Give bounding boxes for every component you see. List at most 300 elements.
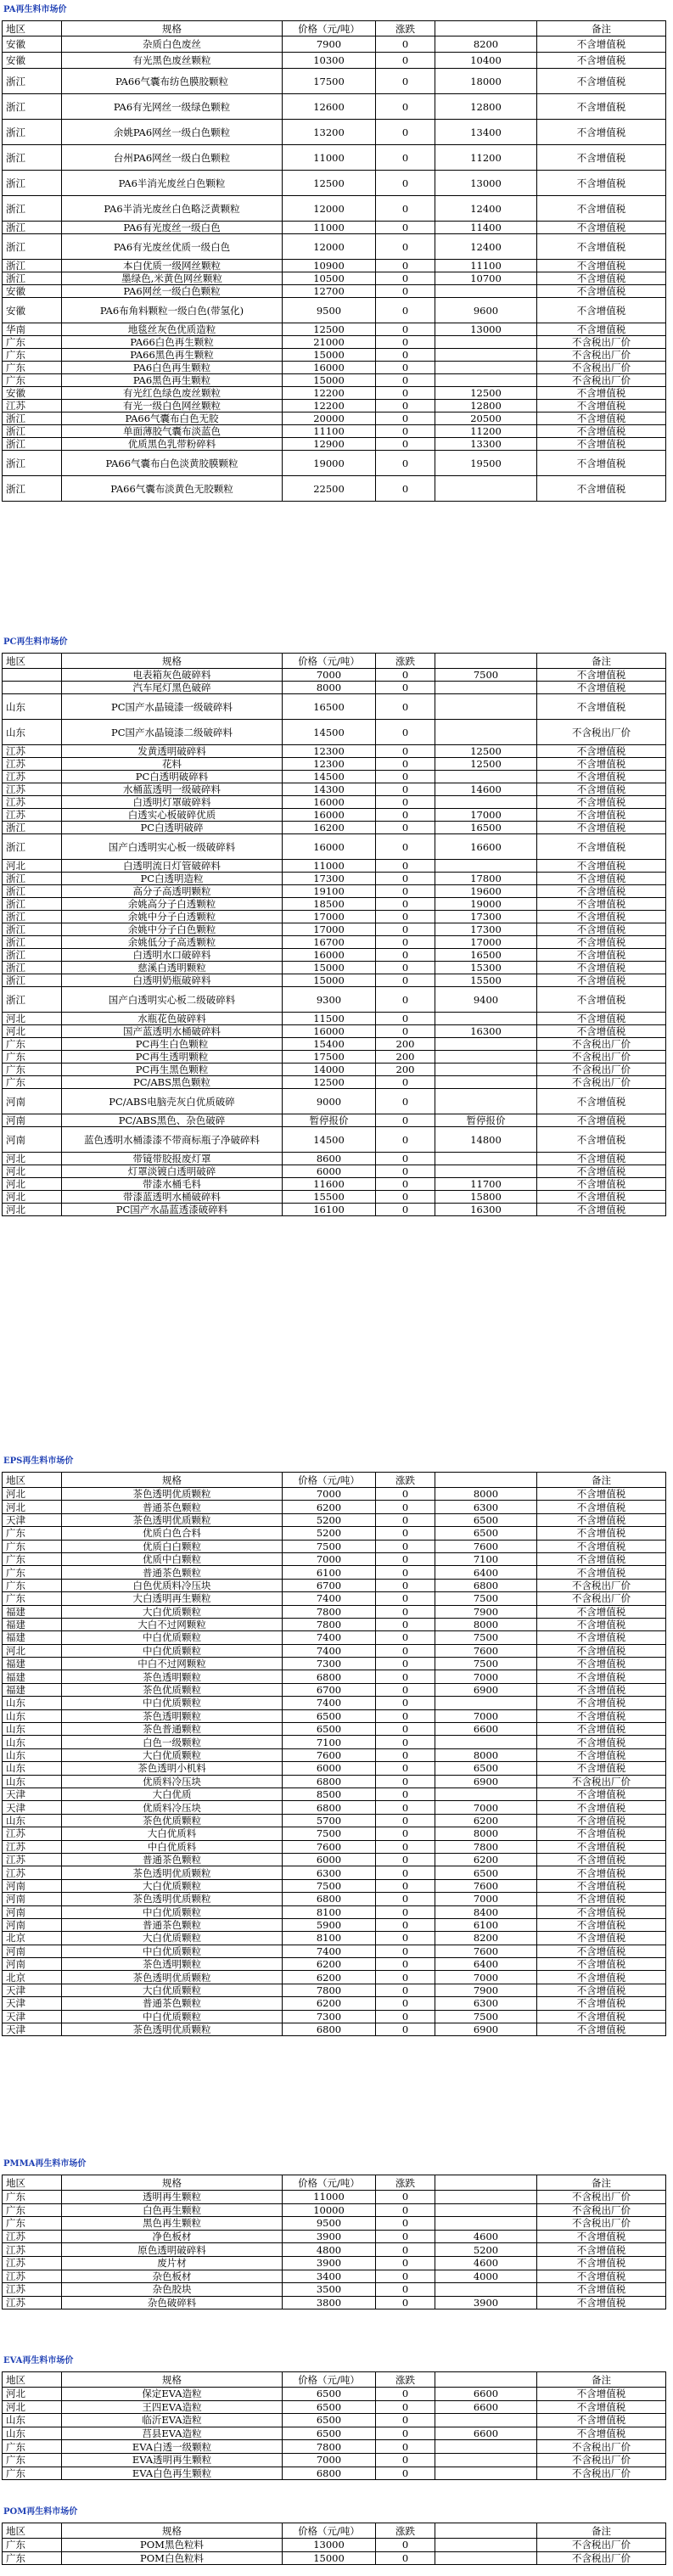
column-header xyxy=(435,21,537,36)
table-cell xyxy=(435,720,537,745)
table-cell: 中白不过网颗粒 xyxy=(62,1658,283,1670)
table-cell xyxy=(435,2440,537,2454)
table-cell: 不含税出厂价 xyxy=(537,349,666,362)
table-cell: 不含增值税 xyxy=(537,451,666,476)
table-row xyxy=(3,451,666,476)
table-cell: 不含增值税 xyxy=(537,987,666,1013)
table-cell: 优质白色合料 xyxy=(62,1527,283,1540)
table-cell: 浙江 xyxy=(3,94,62,120)
table-cell: 河南 xyxy=(3,1905,62,1918)
table-cell: 江苏 xyxy=(3,2243,62,2257)
table-cell: 15000 xyxy=(283,2551,376,2565)
table-cell: PC白透明破碎料 xyxy=(62,771,283,783)
table-cell: PA6半消光废丝白色略泛黄颗粒 xyxy=(62,196,283,222)
table-cell: EVA白透一级颗粒 xyxy=(62,2440,283,2454)
table-cell: 茶色透明颗粒 xyxy=(62,1670,283,1683)
table-cell: 13000 xyxy=(283,2539,376,2552)
table-cell: 广东 xyxy=(3,2440,62,2454)
table-cell: 江苏 xyxy=(3,400,62,412)
table-cell: 0 xyxy=(376,425,435,438)
table-cell xyxy=(435,362,537,374)
table-cell: 7400 xyxy=(283,1644,376,1657)
table-cell: 16500 xyxy=(283,694,376,720)
table-row xyxy=(3,1840,666,1853)
table-row xyxy=(3,2400,666,2414)
table-cell: 6900 xyxy=(435,1775,537,1787)
table-cell: 12300 xyxy=(283,758,376,771)
table-cell: 12400 xyxy=(435,196,537,222)
table-cell: 福建 xyxy=(3,1631,62,1644)
table-cell: PA66黑色再生颗粒 xyxy=(62,349,283,362)
table-cell: 安徽 xyxy=(3,298,62,323)
table-row xyxy=(3,1552,666,1565)
table-cell: PA66气囊布白色淡黄胶膜颗粒 xyxy=(62,451,283,476)
table-cell: PA6有光网丝一级绿色颗粒 xyxy=(62,94,283,120)
table-cell: 不含增值税 xyxy=(537,1879,666,1892)
table-cell: 不含税出厂价 xyxy=(537,2191,666,2204)
table-cell: 不含增值税 xyxy=(537,1178,666,1191)
table-cell: 0 xyxy=(376,1605,435,1618)
table-cell: 水桶蓝透明一级破碎料 xyxy=(62,783,283,796)
table-cell: 13000 xyxy=(435,171,537,196)
table-cell: 河北 xyxy=(3,1488,62,1501)
table-cell: 0 xyxy=(376,323,435,336)
table-cell: 茶色优质颗粒 xyxy=(62,1683,283,1696)
table-cell: 10500 xyxy=(283,272,376,285)
table-cell: 12000 xyxy=(283,234,376,260)
table-cell: 不含增值税 xyxy=(537,1127,666,1153)
table-cell: 7100 xyxy=(435,1552,537,1565)
table-cell: 不含增值税 xyxy=(537,234,666,260)
table-row xyxy=(3,1984,666,1996)
table-cell: PC再生黑色颗粒 xyxy=(62,1064,283,1076)
table-cell: 不含税出厂价 xyxy=(537,374,666,387)
table-cell: PC/ABS黑色颗粒 xyxy=(62,1076,283,1089)
table-cell: 福建 xyxy=(3,1605,62,1618)
table-cell: 7400 xyxy=(283,1697,376,1709)
table-cell: 不含增值税 xyxy=(537,745,666,758)
table-cell: 不含增值税 xyxy=(537,923,666,936)
table-row xyxy=(3,1579,666,1591)
table-row xyxy=(3,400,666,412)
table-row xyxy=(3,2296,666,2309)
table-cell: 不含增值税 xyxy=(537,145,666,171)
table-cell: 13200 xyxy=(283,120,376,145)
table-cell: 0 xyxy=(376,2203,435,2217)
column-header: 涨跌 xyxy=(376,1473,435,1488)
table-cell: 14500 xyxy=(283,1127,376,1153)
table-cell: 6000 xyxy=(283,1762,376,1775)
table-cell: 山东 xyxy=(3,1814,62,1827)
table-cell: 7800 xyxy=(435,1840,537,1853)
table-cell: 不含增值税 xyxy=(537,2256,666,2270)
table-cell: 7900 xyxy=(435,1984,537,1996)
table-cell: 7600 xyxy=(283,1748,376,1761)
table-cell: 河南 xyxy=(3,1945,62,1957)
table-cell: 0 xyxy=(376,1748,435,1761)
table-cell: 不含增值税 xyxy=(537,1866,666,1879)
table-row xyxy=(3,1038,666,1051)
section-eva xyxy=(2,2351,673,2480)
table-cell: 中白优质颗粒 xyxy=(62,1697,283,1709)
table-cell: 浙江 xyxy=(3,451,62,476)
table-cell: 6800 xyxy=(435,1579,537,1591)
table-cell: 不含增值税 xyxy=(537,1840,666,1853)
table-cell: 白透明水口破碎料 xyxy=(62,949,283,962)
table-row xyxy=(3,758,666,771)
table-cell: 浙江 xyxy=(3,120,62,145)
table-row xyxy=(3,234,666,260)
table-cell: 9600 xyxy=(435,298,537,323)
table-cell: 不含增值税 xyxy=(537,1697,666,1709)
table-cell: 发黄透明破碎料 xyxy=(62,745,283,758)
table-row xyxy=(3,374,666,387)
table-row xyxy=(3,809,666,822)
table-row xyxy=(3,2023,666,2036)
table-cell: 余姚高分子白透颗粒 xyxy=(62,898,283,911)
table-cell: 0 xyxy=(376,476,435,502)
table-cell: 不含增值税 xyxy=(537,1893,666,1905)
table-cell: 优质料冷压块 xyxy=(62,1775,283,1787)
table-cell: 不含税出厂价 xyxy=(537,1775,666,1787)
column-header: 地区 xyxy=(3,654,62,669)
table-cell: 7000 xyxy=(283,2453,376,2467)
table-cell: 6700 xyxy=(283,1683,376,1696)
table-row xyxy=(3,2203,666,2217)
table-cell: 白色优质料冷压块 xyxy=(62,1579,283,1591)
table-row xyxy=(3,1025,666,1038)
table-cell: 不含增值税 xyxy=(537,2296,666,2309)
table-cell: 0 xyxy=(376,1579,435,1591)
table-cell: 福建 xyxy=(3,1658,62,1670)
table-row xyxy=(3,1501,666,1513)
table-cell: 浙江 xyxy=(3,425,62,438)
table-cell: 22500 xyxy=(283,476,376,502)
table-row xyxy=(3,1736,666,1748)
table-cell: PA6白色再生颗粒 xyxy=(62,362,283,374)
table-cell: 不含增值税 xyxy=(537,438,666,451)
table-cell: 5700 xyxy=(283,1814,376,1827)
table-cell: 不含增值税 xyxy=(537,222,666,234)
table-cell: 6100 xyxy=(283,1566,376,1579)
table-cell: 河北 xyxy=(3,1191,62,1204)
table-cell: 12900 xyxy=(283,438,376,451)
table-cell: 浙江 xyxy=(3,936,62,949)
table-cell: 8000 xyxy=(435,1488,537,1501)
table-cell: 余姚中分子白透颗粒 xyxy=(62,911,283,923)
table-cell: 0 xyxy=(376,2539,435,2552)
table-cell: 7800 xyxy=(283,1984,376,1996)
table-cell: 浙江 xyxy=(3,873,62,885)
table-cell: 广东 xyxy=(3,1592,62,1605)
table-row xyxy=(3,1178,666,1191)
table-row xyxy=(3,860,666,873)
table-cell: 不含增值税 xyxy=(537,2230,666,2243)
table-cell: 6600 xyxy=(435,2400,537,2414)
table-cell: 12200 xyxy=(283,400,376,412)
table-cell: 8000 xyxy=(435,1748,537,1761)
table-cell: 带漆蓝透明水桶破碎料 xyxy=(62,1191,283,1204)
table-header-row xyxy=(3,654,666,669)
table-cell: 河南 xyxy=(3,1958,62,1971)
table-cell: 有光一级白色网丝颗粒 xyxy=(62,400,283,412)
table-cell: 不含增值税 xyxy=(537,2400,666,2414)
table-row xyxy=(3,362,666,374)
table-row xyxy=(3,2388,666,2401)
table-cell: 白色再生颗粒 xyxy=(62,2203,283,2217)
table-cell: 7500 xyxy=(435,1631,537,1644)
table-row xyxy=(3,1592,666,1605)
price-table xyxy=(2,1472,666,2036)
table-cell: 不含增值税 xyxy=(537,682,666,694)
table-cell xyxy=(435,694,537,720)
table-row xyxy=(3,1827,666,1840)
table-cell: 白透实心板破碎优质 xyxy=(62,809,283,822)
table-cell: 浙江 xyxy=(3,222,62,234)
table-cell: 浙江 xyxy=(3,171,62,196)
table-row xyxy=(3,2010,666,2023)
table-cell: 不含增值税 xyxy=(537,1958,666,1971)
table-cell: 山东 xyxy=(3,1709,62,1722)
table-cell: 不含增值税 xyxy=(537,822,666,834)
table-row xyxy=(3,2230,666,2243)
table-cell: 不含增值税 xyxy=(537,1552,666,1565)
table-row xyxy=(3,1658,666,1670)
table-cell: 0 xyxy=(376,1945,435,1957)
table-cell: 0 xyxy=(376,1618,435,1630)
table-cell: 不含增值税 xyxy=(537,1932,666,1945)
table-cell: 浙江 xyxy=(3,822,62,834)
table-cell: 山东 xyxy=(3,720,62,745)
table-cell: 不含增值税 xyxy=(537,1501,666,1513)
table-cell: 12700 xyxy=(283,285,376,298)
table-row xyxy=(3,196,666,222)
table-cell: 0 xyxy=(376,53,435,69)
table-cell: 有光黑色废丝颗粒 xyxy=(62,53,283,69)
table-cell xyxy=(435,374,537,387)
table-cell: 安徽 xyxy=(3,285,62,298)
table-cell: 0 xyxy=(376,400,435,412)
price-table xyxy=(2,20,666,502)
column-header: 地区 xyxy=(3,2175,62,2191)
table-row xyxy=(3,1127,666,1153)
table-row xyxy=(3,694,666,720)
table-cell: 大白不过网颗粒 xyxy=(62,1618,283,1630)
table-cell: PA6网丝一级白色颗粒 xyxy=(62,285,283,298)
table-cell: 11700 xyxy=(435,1178,537,1191)
table-cell: 山东 xyxy=(3,1723,62,1736)
table-cell: 不含增值税 xyxy=(537,962,666,974)
table-cell: 江苏 xyxy=(3,1853,62,1866)
table-cell: 7400 xyxy=(283,1592,376,1605)
table-cell: 本白优质一级网丝颗粒 xyxy=(62,260,283,272)
table-cell: 河北 xyxy=(3,1153,62,1165)
table-cell: 4000 xyxy=(435,2270,537,2283)
table-cell: 不含增值税 xyxy=(537,120,666,145)
section-eps xyxy=(2,1451,673,2036)
table-cell: 不含增值税 xyxy=(537,298,666,323)
table-cell: 11000 xyxy=(283,2191,376,2204)
table-cell: 不含增值税 xyxy=(537,949,666,962)
table-cell: 7800 xyxy=(283,1605,376,1618)
table-cell: 6200 xyxy=(283,1971,376,1984)
column-header: 备注 xyxy=(537,1473,666,1488)
table-cell: 优质中白颗粒 xyxy=(62,1552,283,1565)
table-cell: 0 xyxy=(376,285,435,298)
table-cell: 12000 xyxy=(283,196,376,222)
table-cell: 广东 xyxy=(3,1051,62,1064)
table-cell: 7800 xyxy=(283,2440,376,2454)
table-cell: 不含税出厂价 xyxy=(537,2551,666,2565)
table-cell: 16000 xyxy=(283,1025,376,1038)
table-cell: 普通茶色颗粒 xyxy=(62,1918,283,1931)
table-cell: 不含增值税 xyxy=(537,2243,666,2257)
table-row xyxy=(3,2467,666,2480)
table-row xyxy=(3,834,666,860)
table-row xyxy=(3,911,666,923)
table-cell: 单面薄胶气囊布淡蓝色 xyxy=(62,425,283,438)
table-cell: 7100 xyxy=(283,1736,376,1748)
table-cell: 6800 xyxy=(283,2467,376,2480)
table-cell: 19600 xyxy=(435,885,537,898)
table-cell: 杂质白色废丝 xyxy=(62,36,283,53)
table-cell: 0 xyxy=(376,1787,435,1800)
table-cell: 0 xyxy=(376,1775,435,1787)
table-row xyxy=(3,1709,666,1722)
table-cell: 河北 xyxy=(3,1178,62,1191)
table-cell: 0 xyxy=(376,1958,435,1971)
table-cell: 0 xyxy=(376,1866,435,1879)
table-cell: 13400 xyxy=(435,120,537,145)
table-cell: 广东 xyxy=(3,2539,62,2552)
table-cell: 广东 xyxy=(3,349,62,362)
table-cell: 11100 xyxy=(435,260,537,272)
table-cell: 广东 xyxy=(3,2203,62,2217)
table-row xyxy=(3,1051,666,1064)
table-cell: 白透明奶瓶破碎料 xyxy=(62,974,283,987)
table-row xyxy=(3,2539,666,2552)
table-cell: 不含增值税 xyxy=(537,1709,666,1722)
table-cell: 16000 xyxy=(283,362,376,374)
table-row xyxy=(3,1076,666,1089)
table-cell: 11400 xyxy=(435,222,537,234)
table-cell: 0 xyxy=(376,682,435,694)
table-cell: 6800 xyxy=(283,1801,376,1814)
table-cell: 不含增值税 xyxy=(537,2023,666,2036)
table-cell: 高分子高透明颗粒 xyxy=(62,885,283,898)
table-cell: 0 xyxy=(376,1670,435,1683)
table-row xyxy=(3,1697,666,1709)
table-cell: 浙江 xyxy=(3,234,62,260)
table-cell: 不含增值税 xyxy=(537,53,666,69)
table-cell: 不含税出厂价 xyxy=(537,2203,666,2217)
table-cell: 7500 xyxy=(435,669,537,682)
table-cell: 不含增值税 xyxy=(537,260,666,272)
table-cell: 浙江 xyxy=(3,196,62,222)
table-cell: 不含增值税 xyxy=(537,1191,666,1204)
table-cell: 中白优质颗粒 xyxy=(62,2010,283,2023)
table-cell: 山东 xyxy=(3,1748,62,1761)
table-cell: 江苏 xyxy=(3,796,62,809)
table-cell: 不含税出厂价 xyxy=(537,1579,666,1591)
table-row xyxy=(3,796,666,809)
table-cell: 17000 xyxy=(435,809,537,822)
table-cell: 0 xyxy=(376,1644,435,1657)
table-row xyxy=(3,1513,666,1526)
table-row xyxy=(3,1153,666,1165)
column-header: 规格 xyxy=(62,2523,283,2539)
table-cell: 17000 xyxy=(283,911,376,923)
table-cell: 0 xyxy=(376,1840,435,1853)
table-cell: 12800 xyxy=(435,400,537,412)
table-row xyxy=(3,1997,666,2010)
table-cell: 3800 xyxy=(283,2296,376,2309)
table-row xyxy=(3,949,666,962)
table-row xyxy=(3,120,666,145)
table-cell: 0 xyxy=(376,1592,435,1605)
table-cell: 不含增值税 xyxy=(537,1513,666,1526)
table-cell: 广东 xyxy=(3,336,62,349)
table-cell xyxy=(435,2453,537,2467)
table-cell: 17300 xyxy=(435,911,537,923)
table-cell: 中白优质颗粒 xyxy=(62,1905,283,1918)
table-cell: 6300 xyxy=(435,1501,537,1513)
table-cell: PC再生透明颗粒 xyxy=(62,1051,283,1064)
table-cell: 天津 xyxy=(3,1997,62,2010)
table-cell: 大白透明再生颗粒 xyxy=(62,1592,283,1605)
table-cell: 0 xyxy=(376,822,435,834)
table-cell: 大白优质颗粒 xyxy=(62,1932,283,1945)
table-cell: 0 xyxy=(376,694,435,720)
table-cell: 0 xyxy=(376,2467,435,2480)
table-cell: 5200 xyxy=(283,1527,376,1540)
table-cell: 0 xyxy=(376,2414,435,2427)
table-cell: 废片材 xyxy=(62,2256,283,2270)
table-cell: 0 xyxy=(376,2551,435,2565)
table-cell: 12500 xyxy=(283,323,376,336)
column-header: 备注 xyxy=(537,654,666,669)
table-cell: 不含增值税 xyxy=(537,2010,666,2023)
table-cell: 江苏 xyxy=(3,745,62,758)
table-cell: 江苏 xyxy=(3,1840,62,1853)
table-cell: 不含增值税 xyxy=(537,1540,666,1552)
table-cell: 7500 xyxy=(435,2010,537,2023)
table-cell: 6800 xyxy=(283,1670,376,1683)
table-cell: 普通茶色颗粒 xyxy=(62,1566,283,1579)
table-cell: 天津 xyxy=(3,1787,62,1800)
table-cell: 7300 xyxy=(283,1658,376,1670)
table-cell: 11600 xyxy=(283,1178,376,1191)
table-cell: 6500 xyxy=(435,1866,537,1879)
table-cell: 浙江 xyxy=(3,272,62,285)
table-cell: 6500 xyxy=(283,2414,376,2427)
table-cell: 墨绿色,米黄色网丝颗粒 xyxy=(62,272,283,285)
column-header xyxy=(435,1473,537,1488)
table-cell: PC再生白色颗粒 xyxy=(62,1038,283,1051)
table-cell: 0 xyxy=(376,1723,435,1736)
table-cell: PA6有光废丝优质一级白色 xyxy=(62,234,283,260)
table-cell: 7300 xyxy=(283,2010,376,2023)
table-cell: 0 xyxy=(376,2191,435,2204)
table-cell: 0 xyxy=(376,1204,435,1216)
table-row xyxy=(3,2551,666,2565)
column-header: 涨跌 xyxy=(376,2523,435,2539)
table-row xyxy=(3,1191,666,1204)
table-cell: 广东 xyxy=(3,1566,62,1579)
table-cell: 不含增值税 xyxy=(537,272,666,285)
table-cell: 0 xyxy=(376,923,435,936)
table-cell: 福建 xyxy=(3,1670,62,1683)
